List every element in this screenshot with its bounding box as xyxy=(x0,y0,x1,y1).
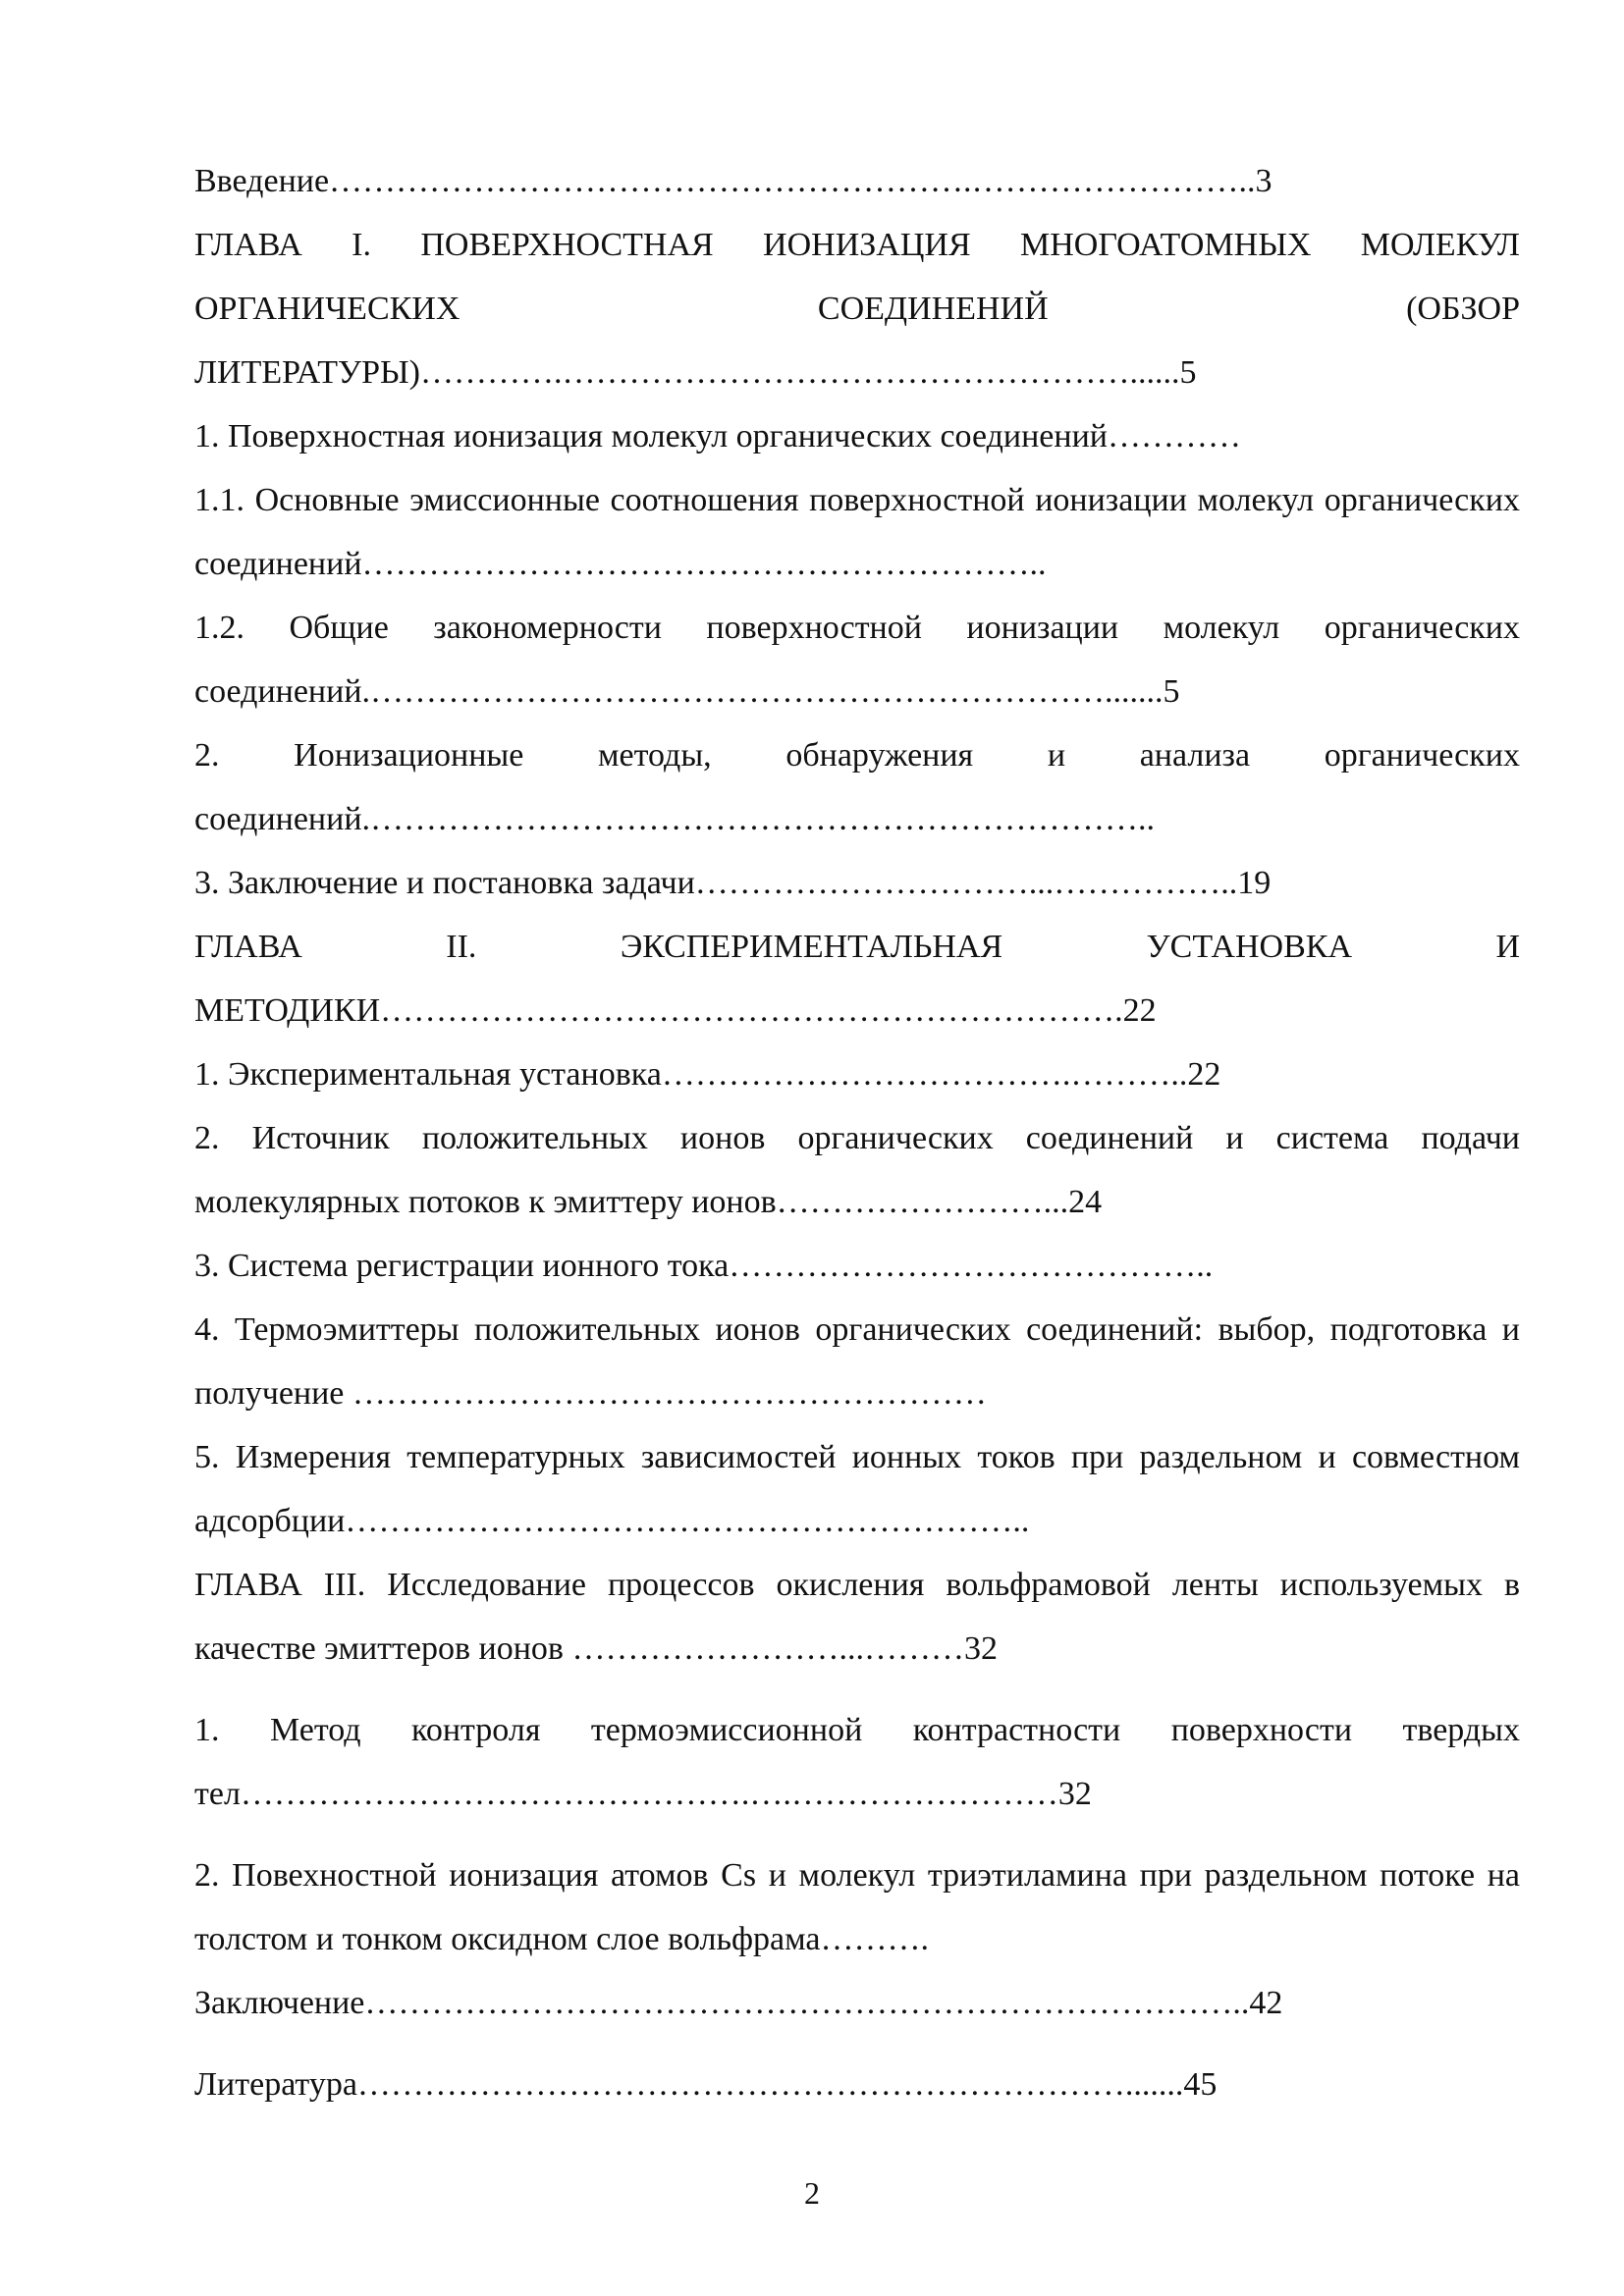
toc-entry-ch2-1: 1. Экспериментальная установка……………………………….………..22 xyxy=(194,1056,1221,1093)
toc-entry-1-2: 1.2. Общие закономерности поверхностной ионизации молекул органических соединений.………………………………………………………….......5 xyxy=(194,610,1520,710)
toc-entry-1-1: 1.1. Основные эмиссионные соотношения поверхностной ионизации молекул органических соединений…………………………………………………….. xyxy=(194,482,1520,582)
toc-entry-ch2-4: 4. Термоэмиттеры положительных ионов органических соединений: выбор, подготовка и получение ………………………………………………… xyxy=(194,1311,1520,1412)
toc-entry-1: 1. Поверхностная ионизация молекул органических соединений………… xyxy=(194,418,1241,454)
toc-entry-introduction: Введение………………………………………………….……………………..3 xyxy=(194,163,1272,199)
toc-entry-chapter-1: ГЛАВА I. ПОВЕРХНОСТНАЯ ИОНИЗАЦИЯ МНОГОАТОМНЫХ МОЛЕКУЛ ОРГАНИЧЕСКИХ СОЕДИНЕНИЙ (ОБЗОР ЛИТЕРАТУРЫ)………….……………………………………………......5 xyxy=(194,227,1520,391)
toc-entry-3: 3. Заключение и постановка задачи…………………………...……………..19 xyxy=(194,865,1272,901)
toc-entry-ch3-2: 2. Повехностной ионизация атомов Cs и молекул триэтиламина при раздельном потоке на толстом и тонком оксидном слое вольфрама………. xyxy=(194,1857,1520,1957)
toc-entry-literature: Литература…………………………………………………………….......45 xyxy=(194,2066,1218,2103)
toc-entry-ch2-3: 3. Система регистрации ионного тока…………………………………….. xyxy=(194,1248,1214,1284)
page-number: 2 xyxy=(804,2175,820,2211)
table-of-contents xyxy=(194,149,1520,2116)
toc-entry-chapter-2: ГЛАВА II. ЭКСПЕРИМЕНТАЛЬНАЯ УСТАНОВКА И МЕТОДИКИ………………………………………………………….22 xyxy=(194,929,1520,1029)
toc-entry-2: 2. Ионизационные методы, обнаружения и анализа органических соединений.…………………………………………………………….. xyxy=(194,737,1520,837)
toc-entry-chapter-3: ГЛАВА III. Исследование процессов окисления вольфрамовой ленты используемых в качестве эмиттеров ионов ……………………...………32 xyxy=(194,1567,1520,1667)
toc-entry-conclusion: Заключение……………………………………………………………………..42 xyxy=(194,1985,1283,2021)
toc-entry-ch3-1: 1. Метод контроля термоэмиссионной контрастности поверхности твердых тел……………………………………….….……………………32 xyxy=(194,1712,1520,1812)
toc-entry-ch2-5: 5. Измерения температурных зависимостей ионных токов при раздельном и совместном адсорбции…………………………………………………….. xyxy=(194,1439,1520,1539)
toc-entry-ch2-2: 2. Источник положительных ионов органических соединений и система подачи молекулярных потоков к эмиттеру ионов……………………...24 xyxy=(194,1120,1520,1220)
